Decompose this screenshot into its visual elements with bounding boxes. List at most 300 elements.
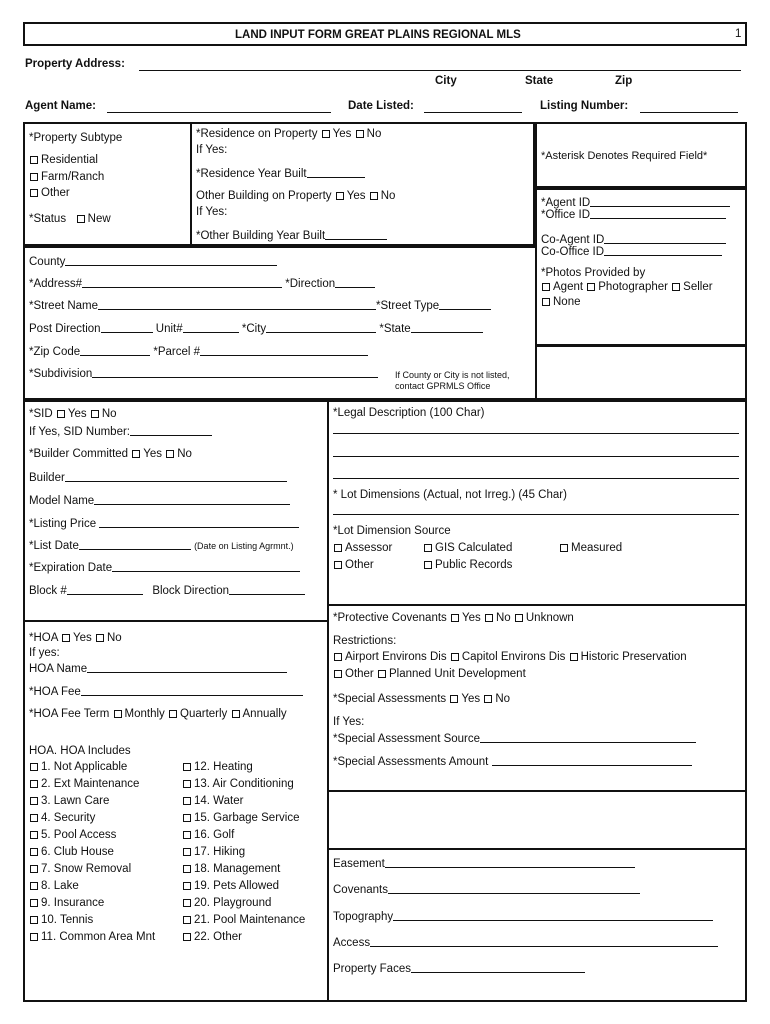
special-source-field[interactable] [480, 731, 696, 743]
hoa-include-label: 11. Common Area Mnt [41, 931, 156, 943]
legal-line-1[interactable] [333, 433, 739, 434]
hoa-if-yes: If yes: [29, 647, 60, 659]
lot-source-assessor [333, 542, 392, 555]
lot-source-label: *Lot Dimension Source [333, 525, 451, 537]
address [29, 276, 375, 291]
hoa-include-item[interactable] [29, 914, 93, 927]
street-name-field[interactable] [98, 298, 376, 310]
expiration-date [29, 560, 300, 575]
historic-label: Historic Preservation [580, 651, 687, 663]
direction-label: *Direction [285, 278, 336, 290]
access-label: Access [333, 937, 371, 949]
yes-label: Yes [72, 632, 92, 644]
hoa-include-item[interactable] [182, 795, 243, 808]
hoa-include-label: 1. Not Applicable [41, 761, 128, 773]
checkbox-icon[interactable] [570, 653, 578, 661]
checkbox-icon[interactable] [30, 848, 38, 856]
county [29, 254, 277, 269]
builder-field[interactable] [65, 470, 287, 482]
photos-photographer: Photographer [598, 281, 668, 293]
hoa-include-label: 19. Pets Allowed [194, 880, 280, 892]
street-type-field[interactable] [439, 298, 491, 310]
state-field-label: *State [379, 323, 411, 335]
topography [333, 909, 713, 924]
lot-source-gis [423, 542, 512, 555]
model-name [29, 493, 290, 508]
checkbox-icon[interactable] [451, 614, 459, 622]
page-number: 1 [735, 28, 742, 40]
property-faces [333, 961, 585, 976]
unknown-label: Unknown [525, 612, 574, 624]
status-text: *Status [29, 213, 67, 225]
sid-number [29, 424, 212, 439]
date-listed-label: Date Listed: [348, 100, 414, 112]
easement-label: Easement [333, 858, 385, 870]
option-label: Other [41, 187, 70, 199]
no-label: No [106, 632, 122, 644]
special-if-yes: If Yes: [333, 716, 365, 728]
list-date-note: (Date on Listing Agrmnt.) [194, 541, 294, 551]
checkbox-icon[interactable] [232, 710, 240, 718]
hoa-include-label: 22. Other [194, 931, 242, 943]
no-label: No [380, 190, 396, 202]
form-title: LAND INPUT FORM GREAT PLAINS REGIONAL MLS [235, 29, 521, 41]
special-source [333, 731, 696, 746]
access [333, 935, 718, 950]
state-label: State [525, 75, 554, 87]
checkbox-icon[interactable] [334, 561, 342, 569]
checkbox-icon[interactable] [183, 899, 191, 907]
location-box [23, 246, 537, 400]
restrictions-row-1 [333, 651, 687, 664]
photos-none-label: None [553, 296, 581, 308]
hoa-include-label: 5. Pool Access [41, 829, 117, 841]
builder-committed [29, 448, 192, 461]
option-label: Farm/Ranch [41, 171, 105, 183]
checkbox-icon[interactable] [560, 544, 568, 552]
list-date [29, 538, 294, 553]
checkbox-icon[interactable] [484, 695, 492, 703]
status-label [29, 213, 111, 226]
photos-seller: Seller [683, 281, 713, 293]
listing-price [29, 516, 299, 531]
model-field[interactable] [94, 493, 290, 505]
checkbox-icon[interactable] [672, 283, 680, 291]
block [29, 583, 305, 598]
expiration-label: *Expiration Date [29, 562, 113, 574]
checkbox-icon[interactable] [114, 710, 122, 718]
address-field[interactable] [82, 276, 282, 288]
photos-label: *Photos Provided by [541, 267, 646, 279]
other-label: Other [345, 668, 374, 680]
res-label: *Residence on Property [196, 128, 318, 140]
hoa-include-item[interactable] [182, 863, 280, 876]
hoa-fee-term [29, 708, 287, 721]
checkbox-icon[interactable] [30, 797, 38, 805]
county-note-1: If County or City is not listed, [395, 370, 510, 380]
lot-dimensions-label: * Lot Dimensions (Actual, not Irreg.) (45 Char) [333, 489, 567, 501]
hoa-include-item[interactable] [182, 761, 253, 774]
builder-committed-label: *Builder Committed [29, 448, 129, 460]
checkbox-icon[interactable] [587, 283, 595, 291]
checkbox-icon[interactable] [62, 634, 70, 642]
checkbox-icon[interactable] [183, 882, 191, 890]
zip-label: Zip [615, 75, 633, 87]
hoa-include-item[interactable] [29, 863, 131, 876]
checkbox-icon[interactable] [356, 130, 364, 138]
photos-options [541, 281, 713, 294]
annually-label: Annually [242, 708, 287, 720]
checkbox-icon[interactable] [336, 192, 344, 200]
other-year-field[interactable] [325, 228, 387, 240]
street-name [29, 298, 491, 313]
price-field[interactable] [99, 516, 299, 528]
other-building [196, 190, 395, 203]
checkbox-icon[interactable] [166, 450, 174, 458]
checkbox-icon[interactable] [30, 189, 38, 197]
hoa-include-item[interactable] [29, 812, 95, 825]
photos-agent: Agent [553, 281, 584, 293]
no-label: No [101, 408, 117, 420]
checkbox-icon[interactable] [424, 561, 432, 569]
post-direction [29, 321, 483, 336]
unit-field[interactable] [183, 321, 239, 333]
checkbox-icon[interactable] [183, 933, 191, 941]
checkbox-icon[interactable] [183, 763, 191, 771]
special-amount [333, 754, 692, 769]
protective-covenants [333, 612, 574, 625]
city-field[interactable] [266, 321, 376, 333]
lot-source-other [333, 559, 374, 572]
special-assessments [333, 693, 510, 706]
checkbox-icon[interactable] [183, 797, 191, 805]
hoa-include-item[interactable] [29, 778, 139, 791]
special-label: *Special Assessments [333, 693, 447, 705]
subdivision-field[interactable] [92, 366, 378, 378]
zip-label: *Zip Code [29, 346, 81, 358]
checkbox-icon[interactable] [30, 916, 38, 924]
checkbox-icon[interactable] [515, 614, 523, 622]
property-address-field[interactable] [139, 70, 741, 71]
block-direction-label: Block Direction [152, 585, 230, 597]
checkbox-icon[interactable] [30, 763, 38, 771]
residence-box [190, 122, 535, 246]
yes-label: Yes [67, 408, 87, 420]
hoa-include-item[interactable] [182, 829, 234, 842]
protective-label: *Protective Covenants [333, 612, 447, 624]
checkbox-icon[interactable] [30, 156, 38, 164]
city-field-label: *City [241, 323, 267, 335]
checkbox-icon[interactable] [30, 899, 38, 907]
no-label: No [177, 448, 192, 460]
checkbox-icon[interactable] [57, 410, 65, 418]
parcel-field[interactable] [200, 344, 368, 356]
list-date-label: *List Date [29, 540, 79, 552]
covenants-field[interactable] [388, 882, 640, 894]
office-id-label: *Office ID [541, 209, 590, 221]
hoa-include-item[interactable] [29, 761, 127, 774]
hoa-fee-field[interactable] [81, 684, 303, 696]
list-date-field[interactable] [79, 538, 191, 550]
checkbox-icon[interactable] [30, 780, 38, 788]
city-label: City [435, 75, 457, 87]
empty-right-box [535, 344, 747, 400]
checkbox-icon[interactable] [91, 410, 99, 418]
post-direction-label: Post Direction [29, 323, 101, 335]
hoa [29, 632, 122, 645]
block-direction-field[interactable] [229, 583, 305, 595]
required-note: *Asterisk Denotes Required Field* [541, 150, 708, 162]
checkbox-icon[interactable] [183, 916, 191, 924]
option-label: Residential [41, 154, 98, 166]
agent-id-field[interactable] [590, 195, 730, 207]
lot-source-measured [559, 542, 622, 555]
checkbox-icon[interactable] [30, 882, 38, 890]
hoa-include-label: 3. Lawn Care [41, 795, 110, 807]
residence-year-built [196, 166, 365, 181]
builder-label: Builder [29, 472, 65, 484]
other-if-yes: If Yes: [196, 206, 228, 218]
co-office-id-label: Co-Office ID [541, 246, 605, 258]
no-label: No [495, 693, 511, 705]
public-records-label: Public Records [435, 559, 513, 571]
checkbox-icon[interactable] [334, 653, 342, 661]
special-amount-label: *Special Assessments Amount [333, 756, 489, 768]
subtype-farm-ranch[interactable] [29, 171, 104, 184]
office-id-field[interactable] [590, 207, 726, 219]
subdivision-label: *Subdivision [29, 368, 93, 380]
res-year-label: *Residence Year Built [196, 168, 307, 180]
covenants-field-row [333, 882, 640, 897]
quarterly-label: Quarterly [180, 708, 228, 720]
agent-name-field[interactable] [107, 112, 331, 113]
hoa-include-item[interactable] [29, 897, 104, 910]
no-label: No [495, 612, 511, 624]
checkbox-icon[interactable] [30, 865, 38, 873]
other-label: Other [345, 559, 374, 571]
ids-box [535, 188, 747, 346]
street-name-label: *Street Name [29, 300, 99, 312]
property-faces-field[interactable] [411, 961, 585, 973]
monthly-label: Monthly [124, 708, 165, 720]
hoa-include-label: 7. Snow Removal [41, 863, 132, 875]
easement [333, 856, 635, 871]
county-label: County [29, 256, 66, 268]
hoa-includes-label: HOA. HOA Includes [29, 745, 131, 757]
covenants-label: Covenants [333, 884, 388, 896]
zip-field[interactable] [80, 344, 150, 356]
checkbox-icon[interactable] [183, 848, 191, 856]
legal-description-label: *Legal Description (100 Char) [333, 407, 485, 419]
sid-label: *SID [29, 408, 53, 420]
hoa-include-item[interactable] [29, 931, 155, 944]
hoa-include-item[interactable] [182, 778, 294, 791]
hoa-include-label: 15. Garbage Service [194, 812, 300, 824]
date-listed-field[interactable] [424, 112, 522, 113]
hoa-box [23, 620, 329, 1002]
checkbox-icon[interactable] [30, 814, 38, 822]
listing-number-label: Listing Number: [540, 100, 629, 112]
residence-on-property [196, 128, 381, 141]
direction-field[interactable] [335, 276, 375, 288]
hoa-include-item[interactable] [29, 846, 114, 859]
office-id [541, 207, 726, 221]
other-year-label: *Other Building Year Built [196, 230, 326, 242]
checkbox-icon[interactable] [183, 865, 191, 873]
agent-name-label: Agent Name: [25, 100, 96, 112]
hoa-include-item[interactable] [29, 880, 79, 893]
co-agent-id-label: Co-Agent ID [541, 234, 605, 246]
hoa-include-item[interactable] [29, 795, 109, 808]
easement-field[interactable] [385, 856, 635, 868]
listing-box [23, 400, 329, 622]
checkbox-icon[interactable] [370, 192, 378, 200]
special-source-label: *Special Assessment Source [333, 733, 481, 745]
builder [29, 470, 287, 485]
checkbox-icon[interactable] [30, 933, 38, 941]
checkbox-icon[interactable] [132, 450, 140, 458]
zip-parcel [29, 344, 368, 359]
hoa-include-label: 17. Hiking [194, 846, 246, 858]
photos-none [541, 296, 581, 309]
hoa-include-label: 21. Pool Maintenance [194, 914, 306, 926]
hoa-include-label: 10. Tennis [41, 914, 94, 926]
hoa-include-item[interactable] [182, 846, 245, 859]
required-note-box [535, 122, 747, 188]
yes-label: Yes [461, 693, 481, 705]
expiration-field[interactable] [112, 560, 300, 572]
property-subtype-box [23, 122, 192, 246]
block-field[interactable] [67, 583, 143, 595]
hoa-name-field[interactable] [87, 661, 287, 673]
planned-label: Planned Unit Development [388, 668, 526, 680]
model-label: Model Name [29, 495, 95, 507]
county-field[interactable] [65, 254, 277, 266]
hoa-include-label: 12. Heating [194, 761, 253, 773]
lot-source-public [423, 559, 512, 572]
co-agent-id-field[interactable] [604, 232, 726, 244]
checkbox-icon[interactable] [378, 670, 386, 678]
res-year-field[interactable] [307, 166, 365, 178]
hoa-include-item[interactable] [182, 812, 299, 825]
post-direction-field[interactable] [101, 321, 153, 333]
hoa-name [29, 661, 287, 676]
county-note-2: contact GPRMLS Office [395, 381, 491, 391]
hoa-include-item[interactable] [182, 931, 242, 944]
parcel-label: *Parcel # [153, 346, 201, 358]
hoa-include-label: 9. Insurance [41, 897, 105, 909]
sid-number-field[interactable] [130, 424, 212, 436]
unit-label: Unit# [155, 323, 183, 335]
capitol-label: Capitol Environs Dis [461, 651, 566, 663]
state-field[interactable] [411, 321, 483, 333]
subtype-residential[interactable] [29, 154, 98, 167]
street-type-label: *Street Type [376, 300, 440, 312]
other-building-label: Other Building on Property [196, 190, 332, 202]
checkbox-icon[interactable] [183, 814, 191, 822]
hoa-include-label: 14. Water [194, 795, 244, 807]
status-new: New [87, 213, 111, 225]
hoa-include-label: 2. Ext Maintenance [41, 778, 140, 790]
form-header [23, 22, 747, 46]
checkbox-icon[interactable] [451, 653, 459, 661]
yes-label: Yes [462, 612, 481, 624]
hoa-fee-term-label: *HOA Fee Term [29, 708, 110, 720]
hoa-include-label: 20. Playground [194, 897, 272, 909]
access-field[interactable] [370, 935, 718, 947]
checkbox-icon[interactable] [322, 130, 330, 138]
no-label: No [366, 128, 382, 140]
topography-field[interactable] [393, 909, 713, 921]
listing-number-field[interactable] [640, 112, 738, 113]
checkbox-icon[interactable] [169, 710, 177, 718]
other-building-year [196, 228, 387, 243]
block-label: Block # [29, 585, 67, 597]
topography-label: Topography [333, 911, 394, 923]
subtype-other[interactable] [29, 187, 70, 200]
co-office-id-field[interactable] [604, 244, 722, 256]
special-amount-field[interactable] [492, 754, 692, 766]
legal-line-3[interactable] [333, 478, 739, 479]
res-if-yes: If Yes: [196, 144, 228, 156]
checkbox-icon[interactable] [334, 544, 342, 552]
legal-line-2[interactable] [333, 456, 739, 457]
assessor-label: Assessor [345, 542, 393, 554]
checkbox-icon[interactable] [96, 634, 104, 642]
restrictions-row-2 [333, 668, 526, 681]
hoa-name-label: HOA Name [29, 663, 88, 675]
yes-label: Yes [143, 448, 163, 460]
hoa-include-label: 4. Security [41, 812, 96, 824]
hoa-fee-label: *HOA Fee [29, 686, 81, 698]
co-office-id [541, 244, 722, 258]
hoa-label: *HOA [29, 632, 58, 644]
empty-middle-box [327, 790, 747, 850]
hoa-include-label: 16. Golf [194, 829, 235, 841]
sid [29, 408, 117, 421]
agent-id-label: *Agent ID [541, 197, 591, 209]
checkbox-icon[interactable] [334, 670, 342, 678]
checkbox-icon[interactable] [450, 695, 458, 703]
checkbox-icon[interactable] [542, 298, 550, 306]
hoa-include-item[interactable] [29, 829, 116, 842]
checkbox-icon[interactable] [485, 614, 493, 622]
checkbox-icon[interactable] [183, 780, 191, 788]
checkbox-icon[interactable] [30, 173, 38, 181]
airport-label: Airport Environs Dis [345, 651, 447, 663]
hoa-include-item[interactable] [182, 897, 271, 910]
misc-box [327, 848, 747, 1002]
property-address-label: Property Address: [25, 58, 125, 70]
checkbox-icon[interactable] [30, 831, 38, 839]
measured-label: Measured [571, 542, 623, 554]
hoa-fee [29, 684, 303, 699]
property-subtype-label: *Property Subtype [29, 132, 123, 144]
yes-label: Yes [346, 190, 366, 202]
hoa-include-item[interactable] [182, 880, 279, 893]
checkbox-icon[interactable] [77, 215, 85, 223]
property-faces-label: Property Faces [333, 963, 411, 975]
hoa-include-item[interactable] [182, 914, 305, 927]
checkbox-icon[interactable] [542, 283, 550, 291]
restrictions-label: Restrictions: [333, 635, 397, 647]
yes-label: Yes [332, 128, 352, 140]
checkbox-icon[interactable] [424, 544, 432, 552]
lot-dimensions-line[interactable] [333, 514, 739, 515]
checkbox-icon[interactable] [183, 831, 191, 839]
legal-box [327, 400, 747, 606]
covenants-box [327, 604, 747, 792]
